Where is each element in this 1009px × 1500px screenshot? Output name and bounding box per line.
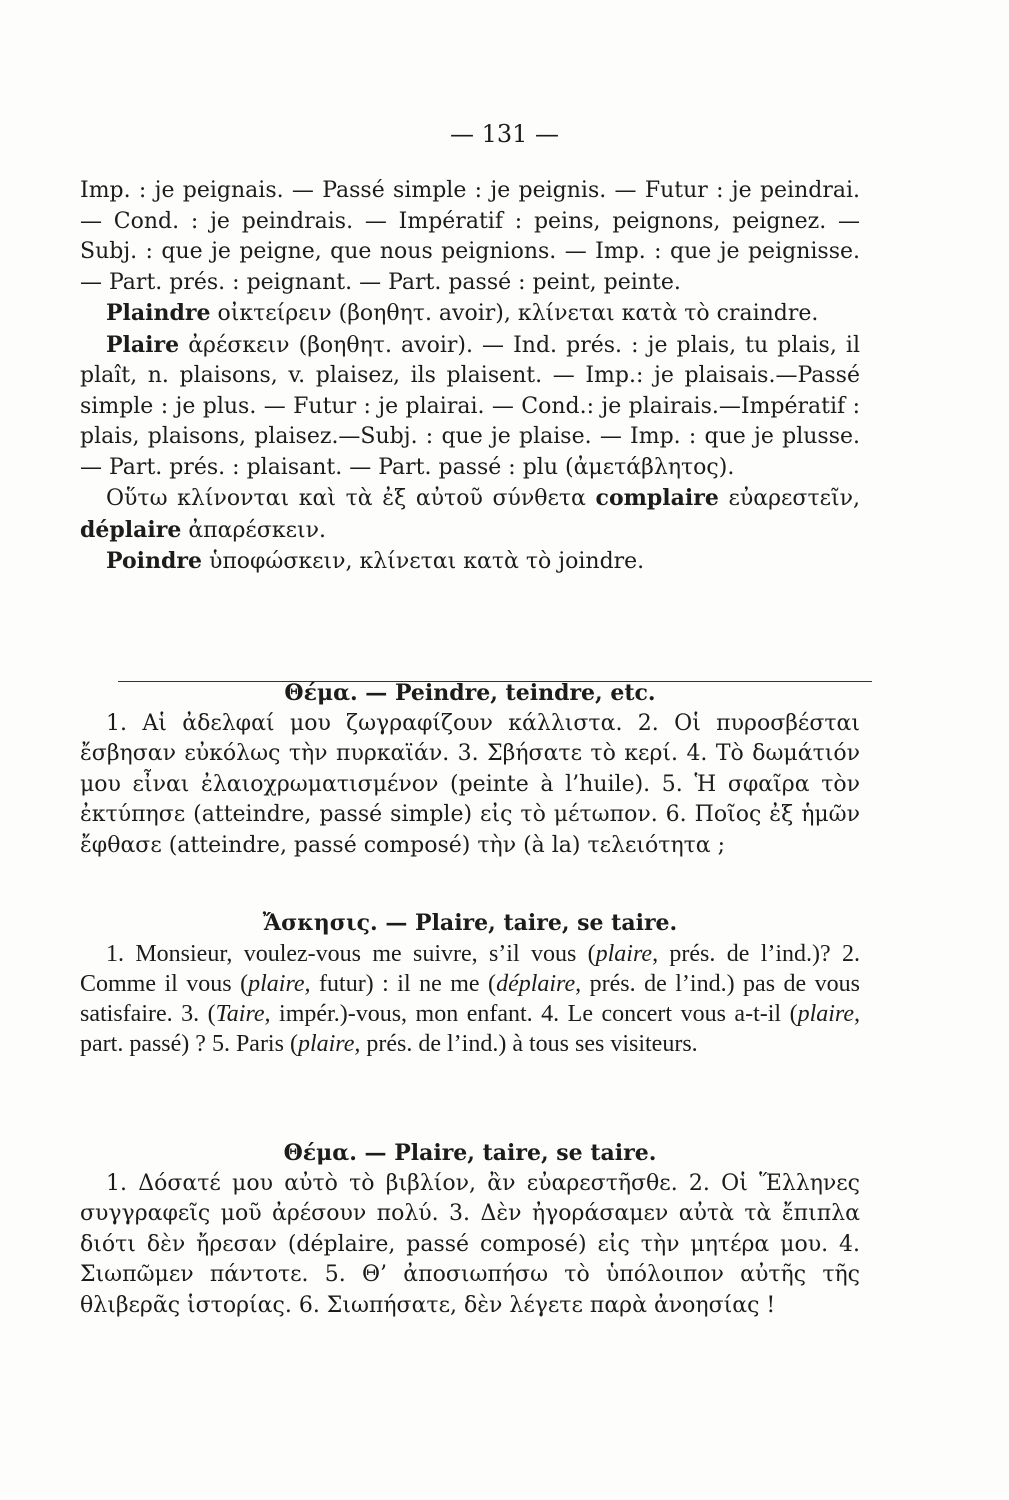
thema-section-2 [80,1138,860,1321]
askisis-heading: Ἄσκησις. — Plaire, taire, se taire. [262,910,678,936]
plaire-word: Plaire [106,331,180,358]
poindre-text: ὑποφώσκειν, κλίνεται κατὰ τὸ joindre. [201,549,645,574]
plaindre-text: οἰκτείρειν (βοηθητ. avoir), κλίνεται κατὰ τὸ craindre. [210,301,819,326]
page-number: — 131 — [449,120,560,148]
compounds-note [80,483,860,546]
thema-2-heading: Θέμα. — Plaire, taire, se taire. [283,1140,657,1166]
thema-1-heading: Θέμα. — Peindre, teindre, etc. [284,680,656,706]
compounds-text-b: εὐαρεστεῖν, [718,486,861,511]
thema-1-text: 1. Αἱ ἀδελφαί μου ζωγραφίζουν κάλλιστα. 2. Οἱ πυροσβέσται ἔσβησαν εὐκόλως τὴν πυρκαϊάν. 3. Σβήσατε τὸ κερί. 4. Τὸ δωμάτιόν μου εἶναι ἐλαιοχρωματισμένον (peinte à l’huile). 5. Ἡ σφαῖρα τὸν ἐκτύπησε (atteindre, passé simple) εἰς τὸ μέτωπον. 6. Ποῖος ἐξ ἡμῶν ἔφθασε (atteindre, passé composé) τὴν (à la) τελειότητα ; [80,710,860,858]
ex-part: prés. de l’ind.)? 2. Comme il vous ( [80,940,861,997]
compounds-text-a: Οὕτω κλίνονται καὶ τὰ ἐξ αὐτοῦ σύνθετα [106,486,596,511]
plaire-text: ἀρέσκειν (βοηθητ. avoir). — Ind. prés. : je plais, tu plais, il plaît, n. plaisons, v. plaisez, ils plaisent. — Imp.: je plaisais.—Passé simple : je plus. — Futur : je plairai. — Cond.: je plairais.—Impératif : plais, plaisons, plaisez.—Subj. : que je plaise. — Imp. : que je plusse. — Part. prés. : plaisant. — Part. passé : plu (ἀμετάβλητος). [80,332,860,480]
plaire-entry [80,330,860,484]
ex-part: part. passé) ? 5. Paris ( [80,1030,298,1057]
ex-verb: plaire, [797,1000,860,1027]
poindre-entry [80,546,860,578]
poindre-word: Poindre [106,548,202,574]
plaindre-word: Plaindre [106,300,211,326]
ex-verb: plaire, [248,970,311,997]
plaindre-entry [80,298,860,330]
ex-verb: Taire, [215,1000,271,1027]
ex-part: prés. de l’ind.) pas de vous satisfaire. 3. ( [80,970,860,1027]
ex-part: impér.)-vous, mon enfant. 4. Le concert vous a-t-il ( [270,1000,798,1027]
ex-verb: plaire, [297,1030,361,1057]
thema-section-1 [80,678,860,861]
thema-2-text: 1. Δόσατέ μου αὐτὸ τὸ βιβλίον, ἂν εὐαρεστῆσθε. 2. Οἱ Ἕλληνες συγγραφεῖς μοῦ ἀρέσουν πολύ. 3. Δὲν ἠγοράσαμεν αὐτὰ τὰ ἔπιπλα διότι δὲν ἤρεσαν (déplaire, passé composé) εἰς τὴν μητέρα μου. 4. Σιωπῶμεν πάντοτε. 5. Θ’ ἀποσιωπήσω τὸ ὑπόλοιπον αὐτῆς τῆς θλιβερᾶς ἱστορίας. 6. Σιωπήσατε, δὲν λέγετε παρὰ ἀνοησίας ! [80,1170,860,1318]
peindre-conjugation: Imp. : je peignais. — Passé simple : je peignis. — Futur : je peindrai. — Cond. : je peindrais. — Impératif : peins, peignons, peignez. — Subj. : que je peigne, que nous peignions. — Imp. : que je peignisse. — Part. prés. : peignant. — Part. passé : peint, peinte. [80,178,860,295]
askisis-text [80,939,860,1059]
ex-part: futur) : il ne me ( [310,970,497,997]
ex-verb: plaire, [595,940,659,967]
ex-part: 1. Monsieur, voulez-vous me suivre, s’il vous ( [106,940,596,967]
ex-verb: déplaire, [496,970,582,997]
conjugation-section [80,176,860,578]
ex-part: prés. de l’ind.) à tous ses visiteurs. [360,1030,698,1057]
compounds-text-c: ἀπαρέσκειν. [181,517,326,543]
askisis-section [80,908,860,1059]
deplaire-word: déplaire [80,516,182,543]
complaire-word: complaire [595,485,719,511]
